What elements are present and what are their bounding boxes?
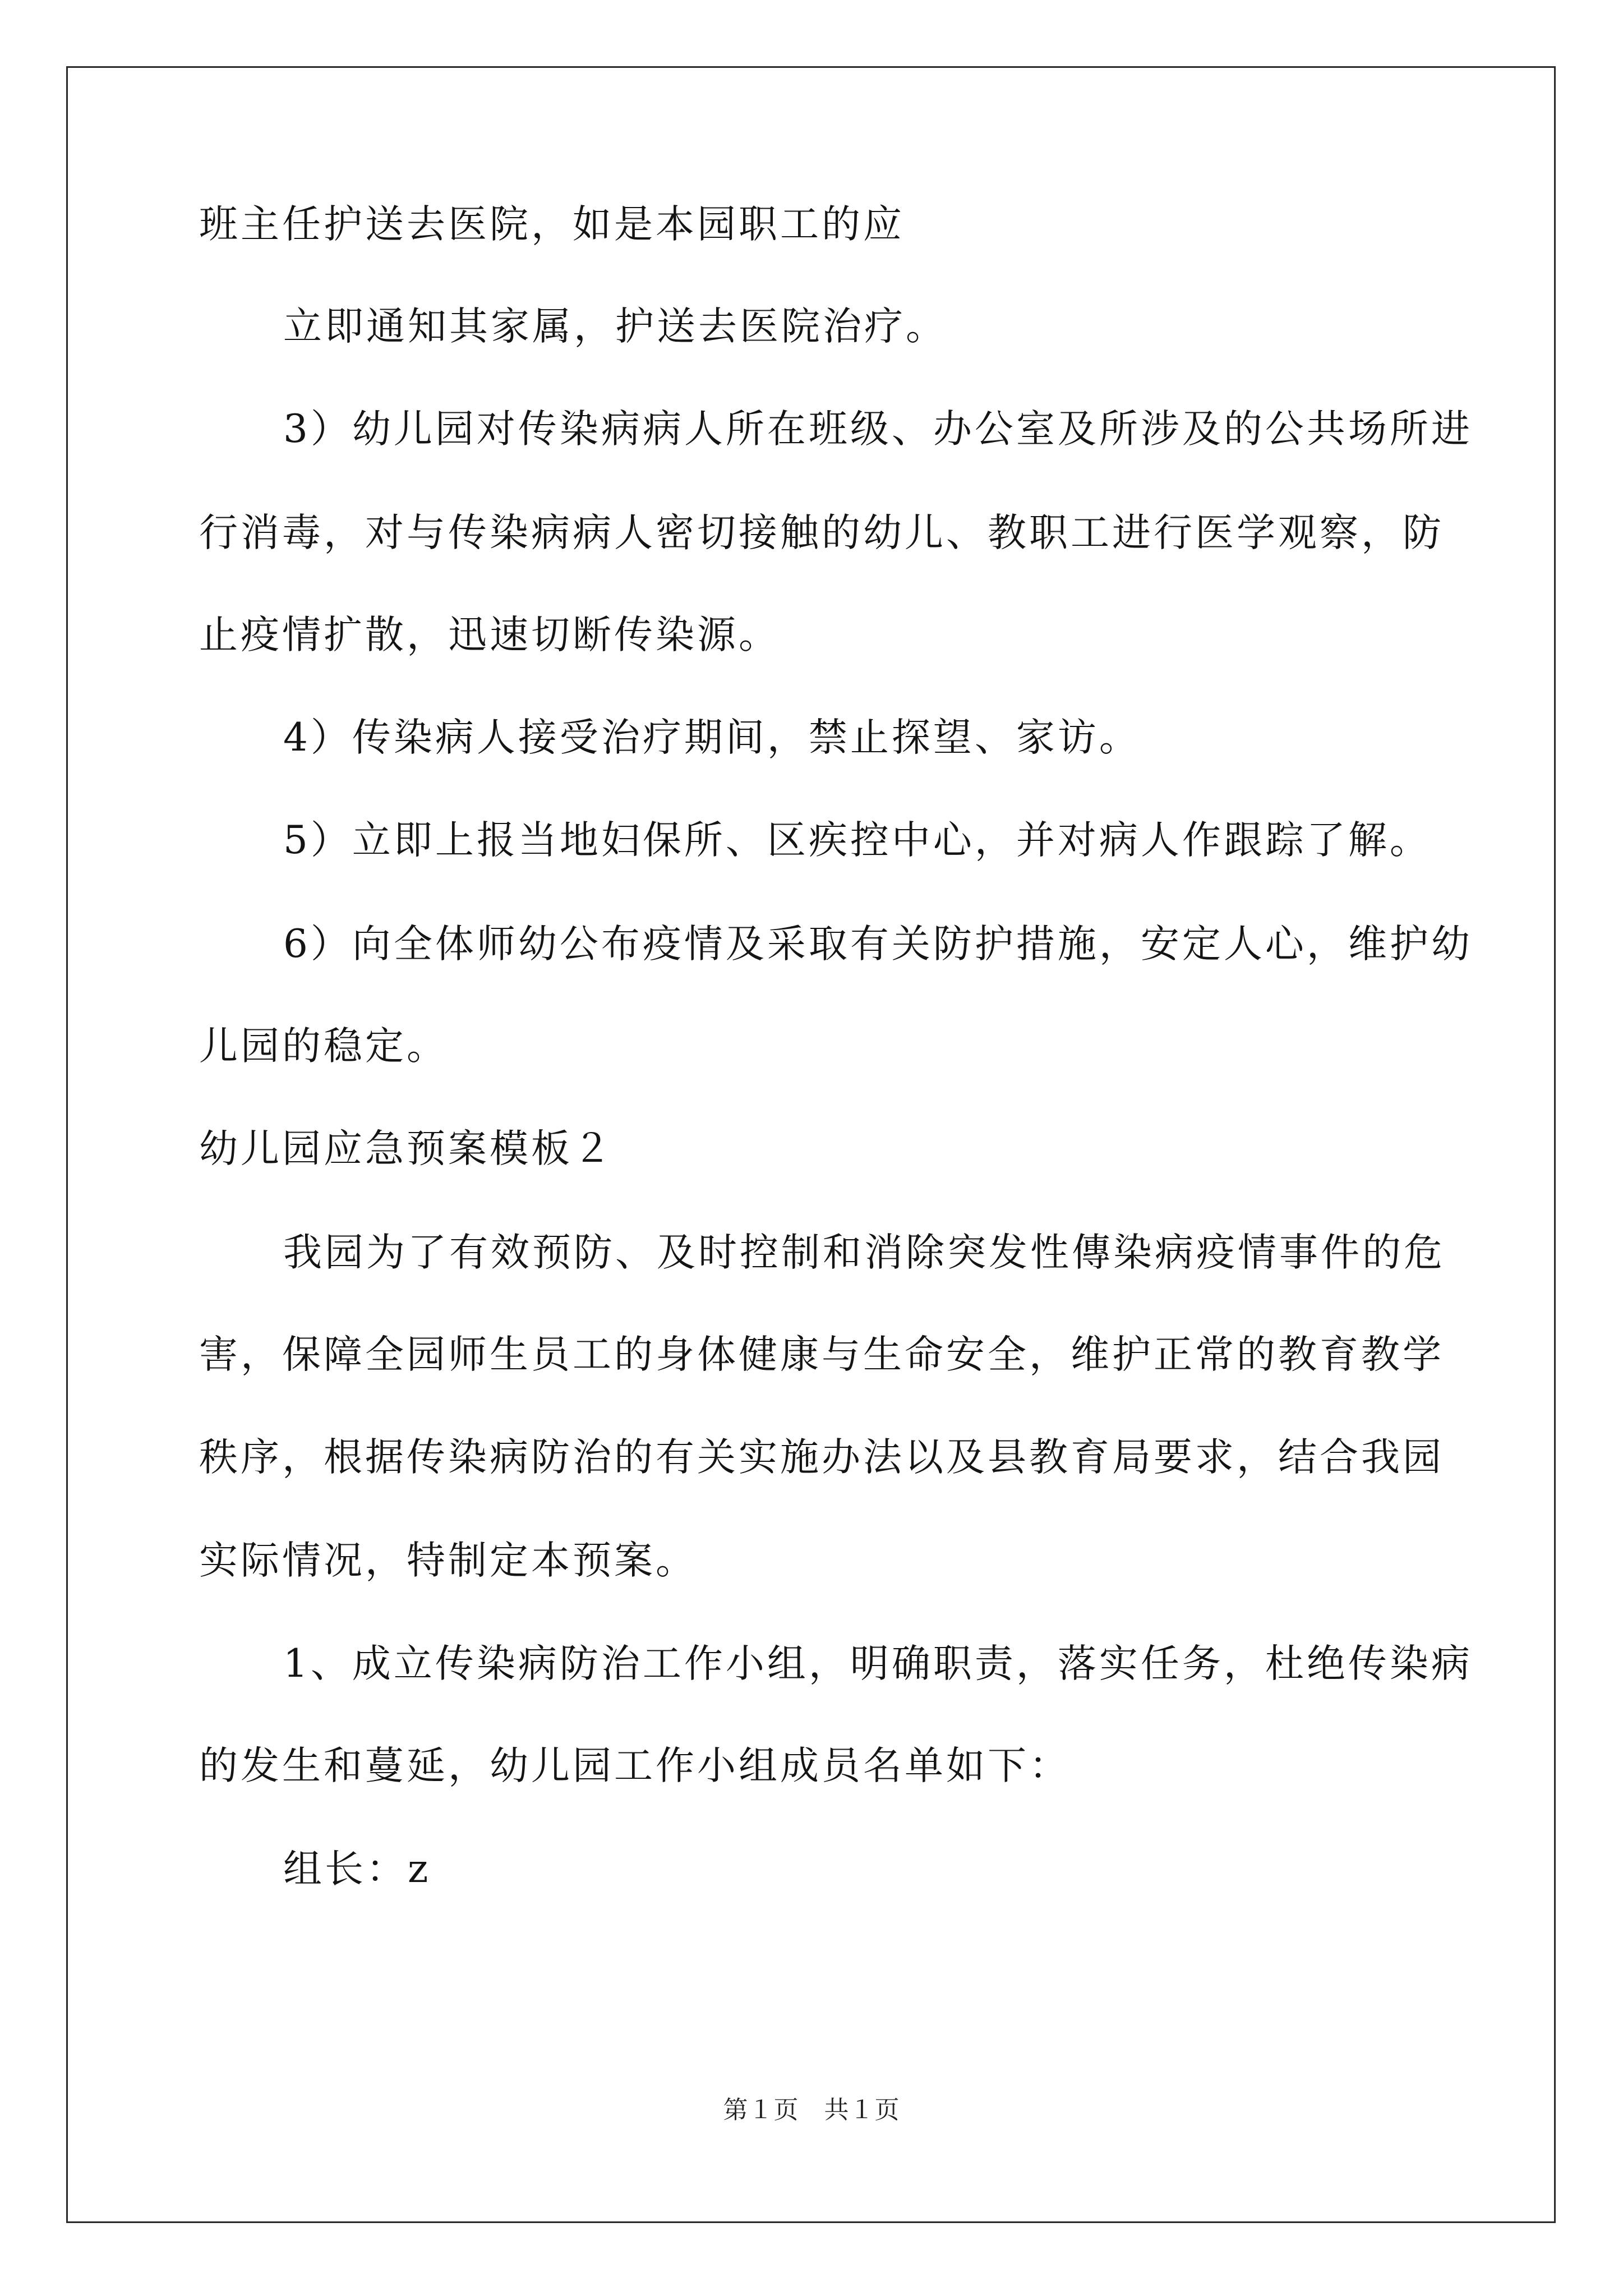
- body-line: 的发生和蔓延，幼儿园工作小组成员名单如下：: [199, 1743, 1071, 1788]
- body-line: 组长：z: [283, 1847, 431, 1892]
- body-line: 止疫情扩散，迅速切断传染源。: [199, 613, 780, 657]
- body-line: 我园为了有效预防、及时控制和消除突发性傳染病疫情事件的危: [283, 1230, 1445, 1275]
- body-line: 班主任护送去医院，如是本园职工的应: [199, 202, 905, 247]
- body-line: 1、成立传染病防治工作小组，明确职责，落实任务，杜绝传染病: [283, 1641, 1473, 1686]
- body-line: 秩序，根据传染病防治的有关实施办法以及县教育局要求，结合我园: [199, 1435, 1444, 1480]
- section-heading: 幼儿园应急预案模板２: [199, 1126, 614, 1171]
- body-line: 6）向全体师幼公布疫情及采取有关防护措施，安定人心，维护幼: [283, 922, 1473, 967]
- body-line: 5）立即上报当地妇保所、区疾控中心，并对病人作跟踪了解。: [283, 818, 1431, 863]
- body-line: 害，保障全园师生员工的身体健康与生命安全，维护正常的教育教学: [199, 1332, 1444, 1377]
- body-line: 实际情况，特制定本预案。: [199, 1538, 697, 1583]
- body-line: 儿园的稳定。: [199, 1024, 448, 1069]
- body-line: 4）传染病人接受治疗期间，禁止探望、家访。: [283, 715, 1141, 760]
- body-line: 3）幼儿园对传染病病人所在班级、办公室及所涉及的公共场所进: [283, 407, 1473, 452]
- body-line: 立即通知其家属，护送去医院治疗。: [283, 304, 947, 349]
- page-footer: 第１页 共１页: [723, 2096, 900, 2124]
- body-line: 行消毒，对与传染病病人密切接触的幼儿、教职工进行医学观察，防: [199, 510, 1444, 555]
